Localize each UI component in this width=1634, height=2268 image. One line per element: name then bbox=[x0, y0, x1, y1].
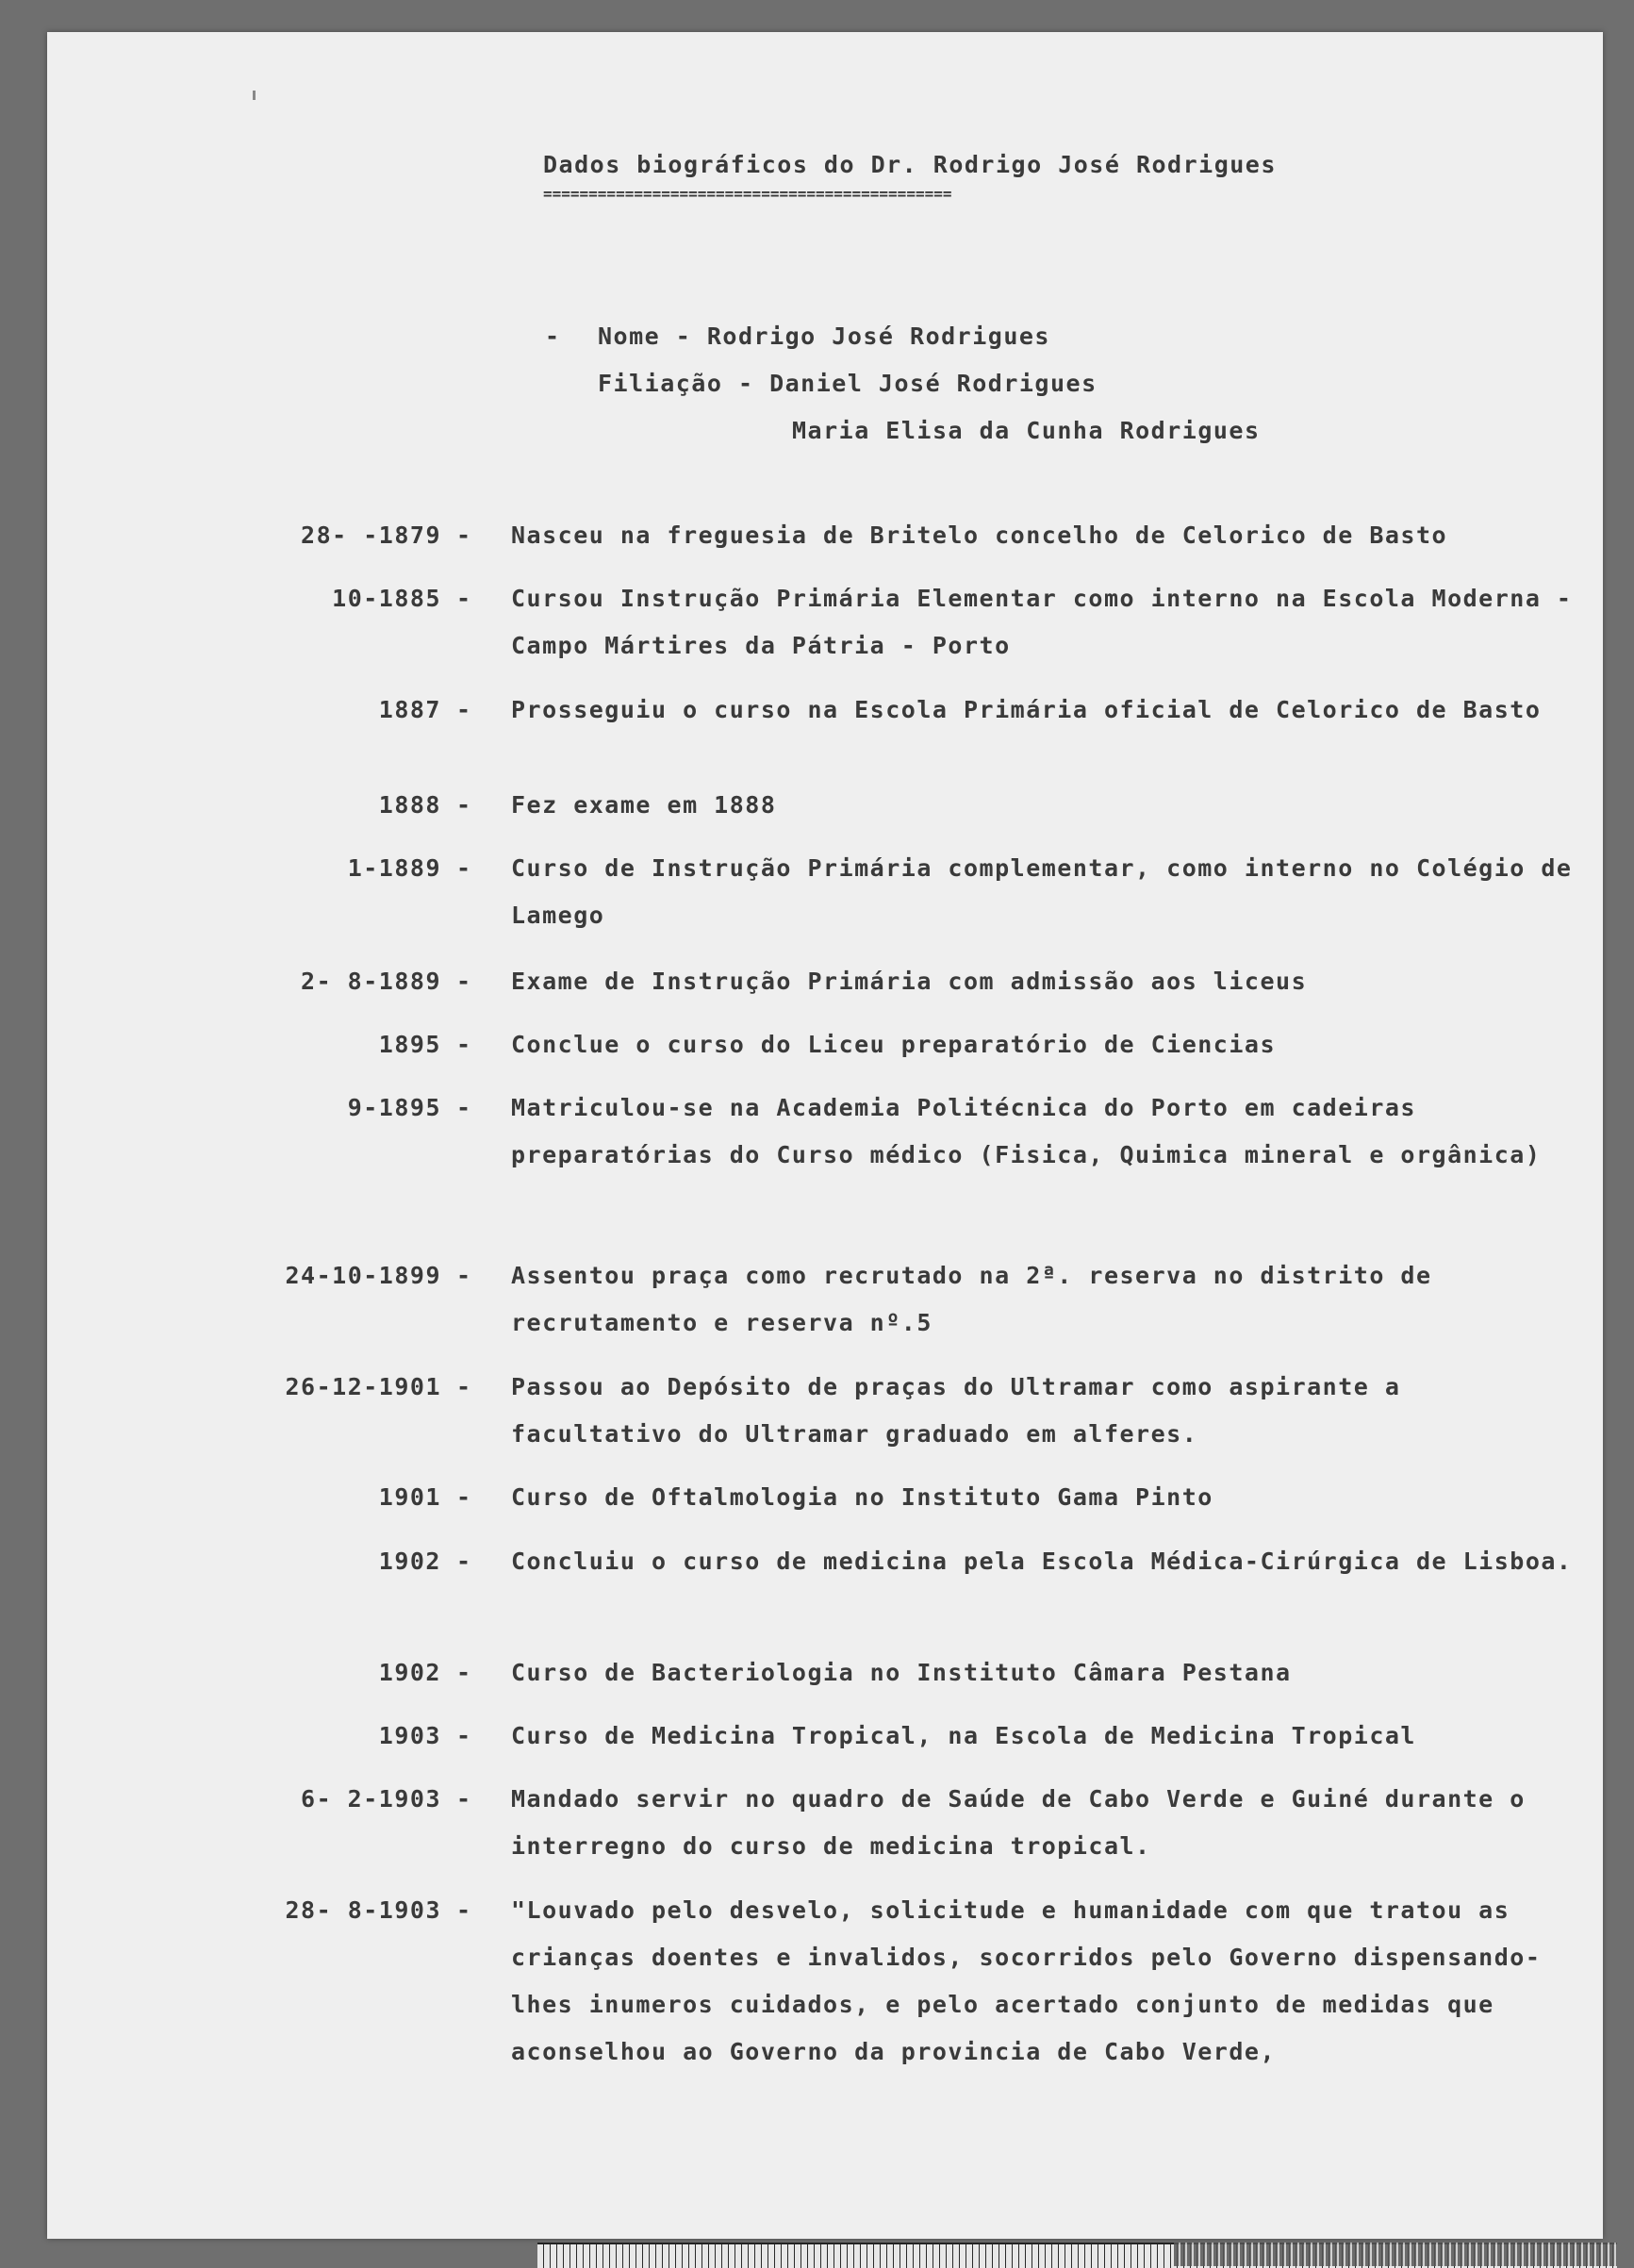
entry-text: Nasceu na freguesia de Britelo concelho de Celorico de Basto bbox=[511, 521, 1448, 549]
entry-text: Matriculou-se na Academia Politécnica do Porto em cadeiras preparatórias do Curso médico (Fisica, Quimica mineral e orgânica) bbox=[511, 1094, 1542, 1168]
entry-date: 1903 bbox=[378, 1722, 441, 1749]
entry-separator: - bbox=[456, 968, 472, 995]
entry-separator: - bbox=[456, 1483, 472, 1511]
entry-date: 2- 8-1889 bbox=[301, 968, 441, 995]
entry-date: 1895 bbox=[378, 1031, 441, 1058]
entry-separator: - bbox=[456, 1262, 472, 1289]
entry-separator: - bbox=[456, 854, 472, 882]
entry-date: 6- 2-1903 bbox=[301, 1785, 441, 1813]
entry-text: Curso de Oftalmologia no Instituto Gama Pinto bbox=[511, 1483, 1213, 1511]
entry-date: 1887 bbox=[378, 696, 441, 723]
entry-separator: - bbox=[456, 1785, 472, 1813]
entry-text: Assentou praça como recrutado na 2ª. reserva no distrito de recrutamento e reserva nº.5 bbox=[511, 1262, 1432, 1336]
filiation-line: Filiação - Daniel José Rodrigues bbox=[598, 370, 1098, 397]
entry-date: 1901 bbox=[378, 1483, 441, 1511]
entry-date: 10-1885 bbox=[332, 585, 441, 612]
entry-separator: - bbox=[456, 696, 472, 723]
entry-separator: - bbox=[456, 1094, 472, 1121]
entry-text: Curso de Instrução Primária complementar, como interno no Colégio de Lamego bbox=[511, 854, 1573, 929]
entry-separator: - bbox=[456, 585, 472, 612]
entry-date: 1888 bbox=[378, 791, 441, 819]
entry-text: Passou ao Depósito de praças do Ultramar como aspirante a facultativo do Ultramar graduado em alferes. bbox=[511, 1373, 1401, 1448]
entry-separator: - bbox=[456, 521, 472, 549]
title-underline: ============================================= bbox=[543, 185, 952, 203]
entry-text: "Louvado pelo desvelo, solicitude e humanidade com que tratou as crianças doentes e invalidos, socorridos pelo Governo dispensando-lhes inumeros cuidados, e pelo acertado conjunto de medidas que aconselhou ao Governo da provincia de Cabo Verde, bbox=[511, 1896, 1542, 2065]
entry-separator: - bbox=[456, 1722, 472, 1749]
entry-separator: - bbox=[456, 1548, 472, 1575]
entry-text: Concluiu o curso de medicina pela Escola Médica-Cirúrgica de Lisboa. bbox=[511, 1548, 1573, 1575]
entry-text: Conclue o curso do Liceu preparatório de Ciencias bbox=[511, 1031, 1277, 1058]
entry-separator: - bbox=[456, 1031, 472, 1058]
document-page bbox=[47, 32, 1603, 2239]
entry-date: 1902 bbox=[378, 1548, 441, 1575]
entry-separator: - bbox=[456, 1659, 472, 1686]
entry-date: 9-1895 bbox=[347, 1094, 441, 1121]
entry-separator: - bbox=[456, 791, 472, 819]
entry-date: 26-12-1901 bbox=[285, 1373, 441, 1400]
punch-mark bbox=[253, 91, 256, 100]
entry-date: 28- -1879 bbox=[301, 521, 441, 549]
entry-text: Fez exame em 1888 bbox=[511, 791, 777, 819]
entry-text: Curso de Bacteriologia no Instituto Câmara Pestana bbox=[511, 1659, 1292, 1686]
entry-date: 28- 8-1903 bbox=[285, 1896, 441, 1924]
document-title: Dados biográficos do Dr. Rodrigo José Rodrigues bbox=[543, 151, 1277, 178]
mother-name: Maria Elisa da Cunha Rodrigues bbox=[792, 417, 1261, 444]
entry-text: Exame de Instrução Primária com admissão aos liceus bbox=[511, 968, 1308, 995]
entry-text: Prosseguiu o curso na Escola Primária oficial de Celorico de Basto bbox=[511, 696, 1542, 723]
entry-date: 1902 bbox=[378, 1659, 441, 1686]
entry-date: 24-10-1899 bbox=[285, 1262, 441, 1289]
entry-text: Mandado servir no quadro de Saúde de Cabo Verde e Guiné durante o interregno do curso de medicina tropical. bbox=[511, 1785, 1526, 1860]
entry-text: Curso de Medicina Tropical, na Escola de Medicina Tropical bbox=[511, 1722, 1416, 1749]
entry-separator: - bbox=[456, 1373, 472, 1400]
entry-text: Cursou Instrução Primária Elementar como interno na Escola Moderna - Campo Mártires da Pátria - Porto bbox=[511, 585, 1573, 659]
entry-separator: - bbox=[456, 1896, 472, 1924]
name-line: Nome - Rodrigo José Rodrigues bbox=[598, 323, 1050, 350]
bullet-dash: - bbox=[545, 323, 561, 350]
color-strip bbox=[1174, 2243, 1617, 2266]
entry-date: 1-1889 bbox=[347, 854, 441, 882]
